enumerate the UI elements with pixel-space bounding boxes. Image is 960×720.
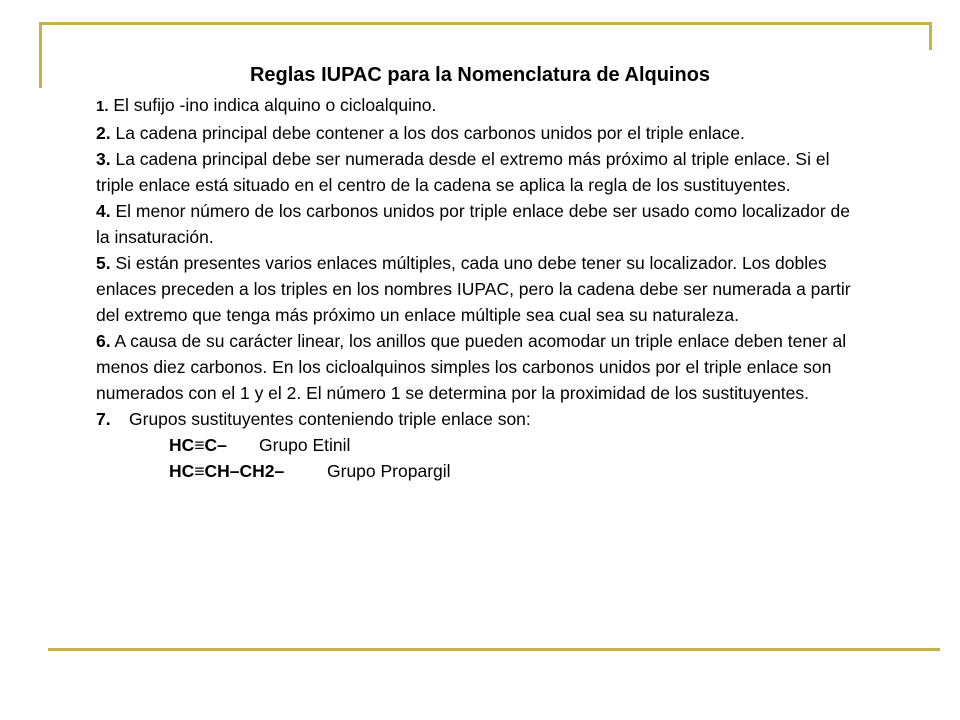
rule-2 — [96, 120, 866, 146]
right-rule — [929, 22, 932, 50]
rule-number: 7. — [96, 409, 111, 429]
rule-3 — [96, 146, 866, 198]
slide-title: Reglas IUPAC para la Nomenclatura de Alquinos — [249, 64, 711, 86]
group-name: Grupo Propargil — [327, 461, 451, 481]
group-etinil — [96, 432, 866, 458]
bottom-rule — [48, 648, 940, 651]
rule-text: La cadena principal debe ser numerada desde el extremo más próximo al triple enlace. Si el triple enlace está situado en el centro de la cadena se aplica la regla de los sustituyentes. — [96, 149, 830, 195]
rule-number: 3. — [96, 149, 111, 169]
rule-text: El menor número de los carbonos unidos por triple enlace debe ser usado como localizador de la insaturación. — [96, 201, 850, 247]
rule-number: 4. — [96, 201, 111, 221]
rules-list — [96, 92, 866, 484]
rule-number: 2. — [96, 123, 111, 143]
rule-text: Grupos sustituyentes conteniendo triple enlace son: — [129, 409, 531, 429]
rule-5 — [96, 250, 866, 328]
rule-7 — [96, 406, 866, 432]
rule-number: 5. — [96, 253, 111, 273]
group-formula: HC≡C– — [169, 435, 227, 455]
group-propargil — [96, 458, 866, 484]
rule-number: 1. — [96, 98, 109, 115]
rule-text: A causa de su carácter linear, los anillos que pueden acomodar un triple enlace deben tener al menos diez carbonos. En los cicloalquinos simples los carbonos unidos por el triple enlace son numerados con el 1 y el 2. El número 1 se determina por la proximidad de los sustituyentes. — [96, 331, 847, 403]
rule-1 — [96, 92, 866, 120]
top-rule — [40, 22, 932, 25]
rule-number: 6. — [96, 331, 111, 351]
rule-text: La cadena principal debe contener a los dos carbonos unidos por el triple enlace. — [110, 123, 745, 143]
rule-text: El sufijo -ino indica alquino o cicloalquino. — [108, 95, 437, 115]
group-name: Grupo Etinil — [259, 435, 351, 455]
rule-4 — [96, 198, 866, 250]
group-formula: HC≡CH–CH2– — [169, 461, 285, 481]
rule-text: Si están presentes varios enlaces múltiples, cada uno debe tener su localizador. Los dobles enlaces preceden a los triples en los nombres IUPAC, pero la cadena debe ser numerada a partir del extremo que tenga más próximo un enlace múltiple sea cual sea su naturaleza. — [96, 253, 851, 325]
rule-6 — [96, 328, 866, 406]
left-rule — [39, 22, 42, 88]
